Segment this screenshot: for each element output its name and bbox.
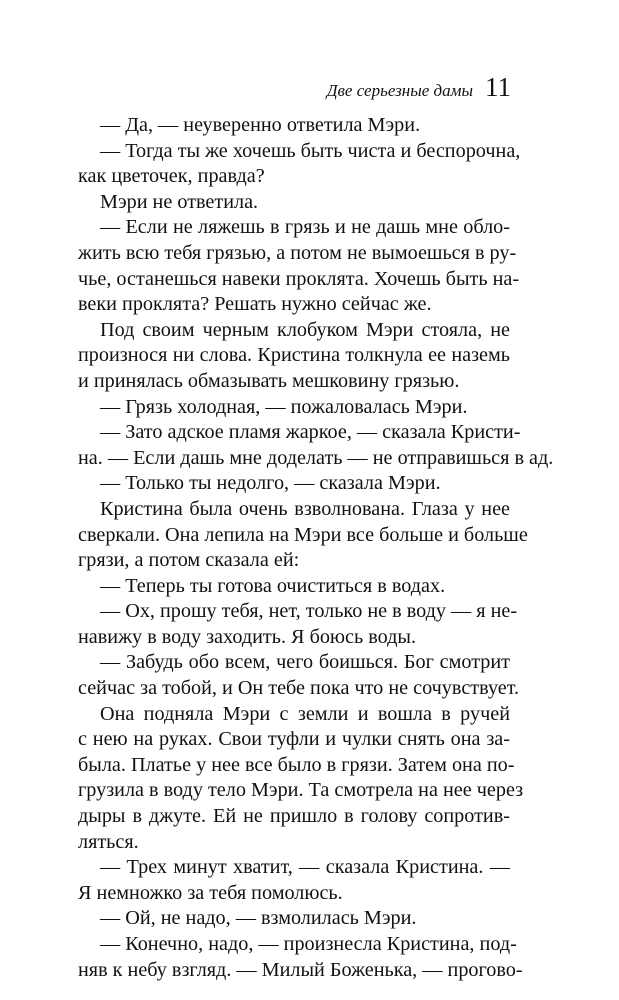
text-line: грязи, а потом сказала ей: <box>78 549 300 572</box>
text-line: веки проклята? Решать нужно сейчас же. <box>78 293 432 316</box>
text-line: сейчас за тобой, и Он тебе пока что не сочувствует. <box>78 677 520 700</box>
running-header-title: Две серьезные дамы <box>326 81 473 100</box>
text-line: Мэри не ответила. <box>100 190 259 213</box>
text-line: чье, останешься навеки проклята. Хочешь быть на- <box>78 267 520 290</box>
page-number: 11 <box>485 72 511 102</box>
text-line: — Ой, не надо, — взмолилась Мэри. <box>100 907 417 930</box>
text-line: как цветочек, правда? <box>78 165 265 188</box>
text-line: — Если не ляжешь в грязь и не дашь мне обло- <box>100 216 510 239</box>
text-line: грузила в воду тело Мэри. Та смотрела на нее через <box>78 779 524 802</box>
text-line: — Грязь холодная, — пожаловалась Мэри. <box>100 395 468 418</box>
text-line: — Тогда ты же хочешь быть чиста и беспорочна, <box>100 139 521 162</box>
text-line: произнося ни слова. Кристина толкнула ее наземь <box>78 344 510 367</box>
text-line: Я немножко за тебя помолюсь. <box>78 881 343 904</box>
text-line: и принялась обмазывать мешковину грязью. <box>78 369 460 392</box>
text-line: дыры в джуте. Ей не пришло в голову сопротив- <box>78 805 510 828</box>
text-line: — Да, — неуверенно ответила Мэри. <box>100 114 421 136</box>
text-line: — Забудь обо всем, чего боишься. Бог смотрит <box>100 651 510 674</box>
text-line: Кристина была очень взволнована. Глаза у нее <box>100 497 510 520</box>
text-line: навижу в воду заходить. Я боюсь воды. <box>78 625 417 648</box>
text-line: — Теперь ты готова очиститься в водах. <box>100 574 446 597</box>
text-line: была. Платье у нее все было в грязи. Затем она по- <box>78 753 515 776</box>
text-line: на. — Если дашь мне доделать — не отправишься в ад. <box>78 446 554 469</box>
text-line: — Конечно, надо, — произнесла Кристина, под- <box>100 933 517 955</box>
text-line: с нею на руках. Свои туфли и чулки снять она за- <box>78 728 510 751</box>
text-line: — Только ты недолго, — сказала Мэри. <box>100 472 441 495</box>
text-line: — Трех минут хватит, — сказала Кристина. — <box>100 856 510 879</box>
text-line: няв к небу взгляд. — Милый Боженька, — прогово- <box>78 958 523 981</box>
text-line: сверкали. Она лепила на Мэри все больше и больше <box>78 523 528 546</box>
text-line: Она подняла Мэри с земли и вошла в ручей <box>100 702 510 725</box>
text-line: ляться. <box>78 830 139 853</box>
text-line: — Зато адское пламя жаркое, — сказала Кристи- <box>100 421 521 444</box>
body-text <box>78 113 554 983</box>
text-line: жить всю тебя грязью, а потом не вымоешься в ру- <box>78 241 517 264</box>
running-header <box>327 72 511 103</box>
text-line: Под своим черным клобуком Мэри стояла, не <box>100 318 510 341</box>
text-line: — Ох, прошу тебя, нет, только не в воду — я не- <box>100 600 518 623</box>
